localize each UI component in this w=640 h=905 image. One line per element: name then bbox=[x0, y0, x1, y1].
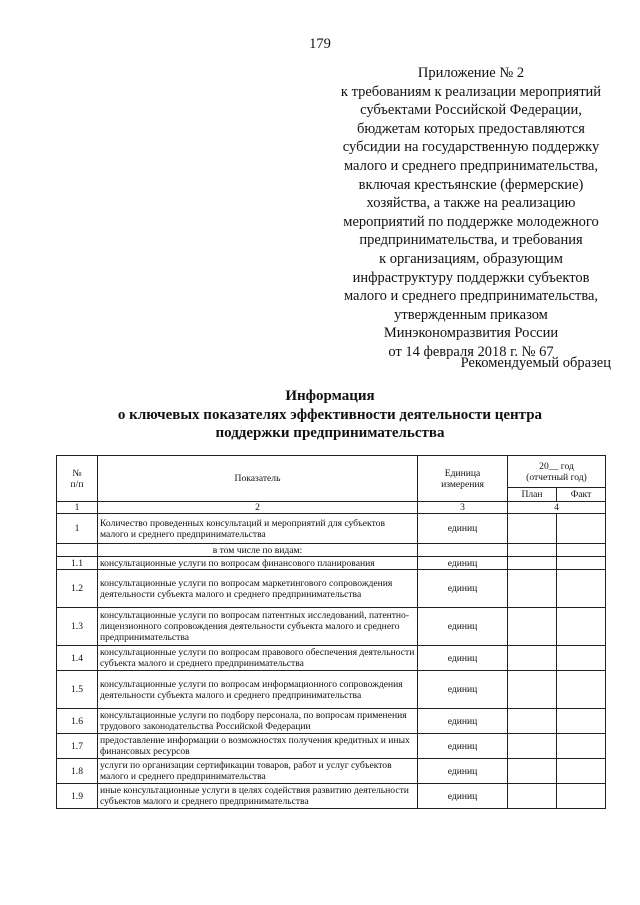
appendix-line: к организациям, образующим bbox=[379, 250, 563, 267]
row-fact bbox=[557, 709, 606, 734]
appendix-line: мероприятий по поддержке молодежного bbox=[343, 213, 599, 230]
row-fact bbox=[557, 570, 606, 608]
col-number-4: 4 bbox=[508, 502, 606, 514]
recommended-sample-label: Рекомендуемый образец bbox=[460, 355, 611, 371]
row-unit: единиц bbox=[418, 514, 508, 544]
header-unit-text: Единица измерения bbox=[441, 467, 484, 490]
row-plan bbox=[508, 709, 557, 734]
row-plan bbox=[508, 646, 557, 671]
row-fact bbox=[557, 671, 606, 709]
appendix-line: субъектами Российской Федерации, bbox=[360, 102, 582, 119]
appendix-line: бюджетам которых предоставляются bbox=[357, 120, 585, 137]
row-plan bbox=[508, 671, 557, 709]
table-row bbox=[57, 557, 606, 570]
table-row bbox=[57, 671, 606, 709]
row-fact bbox=[557, 784, 606, 809]
row-unit: единиц bbox=[418, 734, 508, 759]
document-title bbox=[60, 387, 600, 443]
row-indicator: консультационные услуги по вопросам маркетингового сопровождения деятельности субъекта малого и среднего предпринимательства bbox=[98, 570, 418, 608]
row-num: 1.7 bbox=[57, 734, 98, 759]
header-indicator bbox=[98, 456, 418, 502]
row-plan bbox=[508, 570, 557, 608]
row-unit: единиц bbox=[418, 759, 508, 784]
header-fact: Факт bbox=[557, 488, 606, 502]
appendix-line: малого и среднего предпринимательства, bbox=[343, 157, 599, 174]
indicators-table bbox=[56, 455, 606, 809]
table-row bbox=[57, 514, 606, 544]
row-indicator: Количество проведенных консультаций и мероприятий для субъектов малого и среднего предпринимательства bbox=[98, 514, 418, 544]
header-plan: План bbox=[508, 488, 557, 502]
row-num: 1.2 bbox=[57, 570, 98, 608]
appendix-line: Минэкономразвития России bbox=[383, 325, 559, 342]
header-unit bbox=[418, 456, 508, 502]
row-plan bbox=[508, 544, 557, 557]
col-number-3: 3 bbox=[418, 502, 508, 514]
appendix-line: утвержденным приказом bbox=[394, 306, 548, 323]
header-indicator-text: Показатель bbox=[234, 473, 281, 484]
col-number-2: 2 bbox=[98, 502, 418, 514]
row-num bbox=[57, 544, 98, 557]
row-indicator: услуги по организации сертификации товаров, работ и услуг субъектов малого и среднего предпринимательства bbox=[98, 759, 418, 784]
header-num-text: № п/п bbox=[70, 467, 84, 490]
row-indicator: в том числе по видам: bbox=[98, 544, 418, 557]
table-row bbox=[57, 759, 606, 784]
row-unit bbox=[418, 544, 508, 557]
row-num: 1.5 bbox=[57, 671, 98, 709]
row-num: 1 bbox=[57, 514, 98, 544]
appendix-line: предпринимательства, и требования bbox=[359, 232, 583, 249]
appendix-block bbox=[323, 64, 619, 362]
table-row bbox=[57, 784, 606, 809]
row-num: 1.1 bbox=[57, 557, 98, 570]
table-row bbox=[57, 544, 606, 557]
row-indicator: консультационные услуги по подбору персонала, по вопросам применения трудового законодательства Российской Федерации bbox=[98, 709, 418, 734]
row-unit: единиц bbox=[418, 646, 508, 671]
row-plan bbox=[508, 734, 557, 759]
row-plan bbox=[508, 759, 557, 784]
appendix-line: Приложение № 2 bbox=[417, 65, 525, 81]
header-year bbox=[508, 456, 606, 488]
row-fact bbox=[557, 759, 606, 784]
row-fact bbox=[557, 608, 606, 646]
table-row bbox=[57, 608, 606, 646]
row-fact bbox=[557, 514, 606, 544]
row-unit: единиц bbox=[418, 557, 508, 570]
row-num: 1.9 bbox=[57, 784, 98, 809]
row-num: 1.3 bbox=[57, 608, 98, 646]
row-unit: единиц bbox=[418, 671, 508, 709]
column-number-row bbox=[57, 502, 606, 514]
appendix-line: от 14 февраля 2018 г. № 67 bbox=[388, 343, 554, 360]
appendix-line: малого и среднего предпринимательства, bbox=[343, 288, 599, 305]
row-indicator: консультационные услуги по вопросам патентных исследований, патентно-лицензионного сопровождения деятельности субъекта малого и среднего предпринимательства bbox=[98, 608, 418, 646]
row-fact bbox=[557, 646, 606, 671]
row-indicator: консультационные услуги по вопросам правового обеспечения деятельности субъекта малого и среднего предпринимательства bbox=[98, 646, 418, 671]
row-indicator: иные консультационные услуги в целях содействия развитию деятельности субъектов малого и среднего предпринимательства bbox=[98, 784, 418, 809]
appendix-line: субсидии на государственную поддержку bbox=[342, 139, 600, 156]
col-number-1: 1 bbox=[57, 502, 98, 514]
table-row bbox=[57, 570, 606, 608]
row-unit: единиц bbox=[418, 784, 508, 809]
table-row bbox=[57, 734, 606, 759]
appendix-line: хозяйства, а также на реализацию bbox=[366, 195, 576, 212]
header-row bbox=[57, 456, 606, 488]
row-plan bbox=[508, 514, 557, 544]
row-fact bbox=[557, 544, 606, 557]
row-num: 1.6 bbox=[57, 709, 98, 734]
appendix-line: инфраструктуру поддержки субъектов bbox=[352, 269, 590, 286]
title-line-2: о ключевых показателях эффективности деятельности центра bbox=[117, 406, 543, 423]
row-num: 1.4 bbox=[57, 646, 98, 671]
row-fact bbox=[557, 557, 606, 570]
row-indicator: консультационные услуги по вопросам финансового планирования bbox=[98, 557, 418, 570]
page-number: 179 bbox=[309, 36, 331, 52]
row-unit: единиц bbox=[418, 570, 508, 608]
row-plan bbox=[508, 608, 557, 646]
title-line-1: Информация bbox=[285, 388, 375, 404]
row-num: 1.8 bbox=[57, 759, 98, 784]
row-unit: единиц bbox=[418, 608, 508, 646]
row-indicator: предоставление информации о возможностях получения кредитных и иных финансовых ресурсов bbox=[98, 734, 418, 759]
title-line-3: поддержки предпринимательства bbox=[215, 425, 445, 442]
header-num bbox=[57, 456, 98, 502]
table-row bbox=[57, 646, 606, 671]
header-year-text: 20__ год (отчетный год) bbox=[526, 460, 587, 483]
row-indicator: консультационные услуги по вопросам информационного сопровождения деятельности субъекта малого и среднего предпринимательства bbox=[98, 671, 418, 709]
row-fact bbox=[557, 734, 606, 759]
row-unit: единиц bbox=[418, 709, 508, 734]
table-row bbox=[57, 709, 606, 734]
appendix-line: к требованиям к реализации мероприятий bbox=[340, 83, 602, 100]
row-plan bbox=[508, 784, 557, 809]
row-plan bbox=[508, 557, 557, 570]
appendix-line: включая крестьянские (фермерские) bbox=[358, 176, 584, 193]
